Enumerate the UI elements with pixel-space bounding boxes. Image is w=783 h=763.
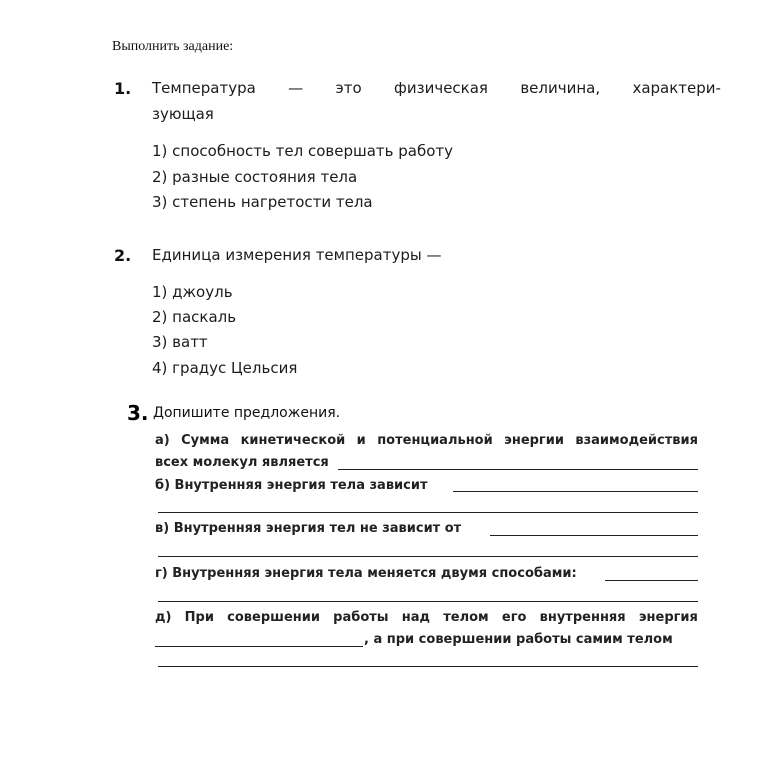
answer-blank [158,512,698,513]
item-a-word: взаимодействия [575,433,698,448]
question-2-option-3: 3) ватт [152,333,208,351]
item-b: б) Внутренняя энергия тела зависит [155,478,428,493]
q1-word: — [288,79,304,97]
item-a-word: а) [155,433,170,448]
item-e-word: д) [155,610,172,625]
q1-word: Температура [152,79,256,97]
question-2-option-2: 2) паскаль [152,308,237,326]
item-e-word: его [501,610,527,625]
item-a-word: потенциальной [377,433,493,448]
item-a-line1 [155,433,698,448]
item-a-word: кинетической [240,433,346,448]
item-e-word: внутренняя [539,610,626,625]
item-a-word: и [356,433,366,448]
question-1-number: 1. [114,79,132,98]
answer-blank [158,556,698,557]
question-1-option-2: 2) разные состояния тела [152,168,358,186]
question-1-option-3: 3) степень нагретости тела [152,193,373,211]
question-1-stem-line1 [152,79,721,97]
answer-blank [605,580,698,581]
q1-word: это [335,79,362,97]
question-1-stem-line2: зующая [152,105,214,123]
item-e-word: совершении [227,610,320,625]
question-3-number: 3. [127,401,149,425]
answer-blank [158,601,698,602]
item-e-word: При [184,610,214,625]
page-header: Выполнить задание: [112,39,234,54]
q1-word: характери- [632,79,721,97]
q1-word: величина, [520,79,601,97]
question-2-option-1: 1) джоуль [152,283,233,301]
item-e-word: над [401,610,431,625]
answer-blank [490,535,698,536]
question-2-option-4: 4) градус Цельсия [152,359,298,377]
question-2-number: 2. [114,246,132,265]
question-2-stem: Единица измерения температуры — [152,246,442,264]
item-e-line2: , а при совершении работы самим телом [364,632,673,647]
answer-blank [158,666,698,667]
item-a-word: Сумма [181,433,230,448]
question-3-title: Допишите предложения. [153,405,341,421]
item-e-word: телом [443,610,489,625]
answer-blank [338,469,698,470]
item-d: г) Внутренняя энергия тела меняется двумя способами: [155,566,577,581]
answer-blank [453,491,698,492]
item-e-word: работы [333,610,389,625]
answer-blank [155,646,363,647]
item-e-line1 [155,610,698,625]
item-a-line2: всех молекул является [155,455,329,470]
question-1-option-1: 1) способность тел совершать работу [152,142,454,160]
item-a-word: энергии [504,433,564,448]
item-e-word: энергия [638,610,698,625]
q1-word: физическая [394,79,488,97]
item-c: в) Внутренняя энергия тел не зависит от [155,521,462,536]
